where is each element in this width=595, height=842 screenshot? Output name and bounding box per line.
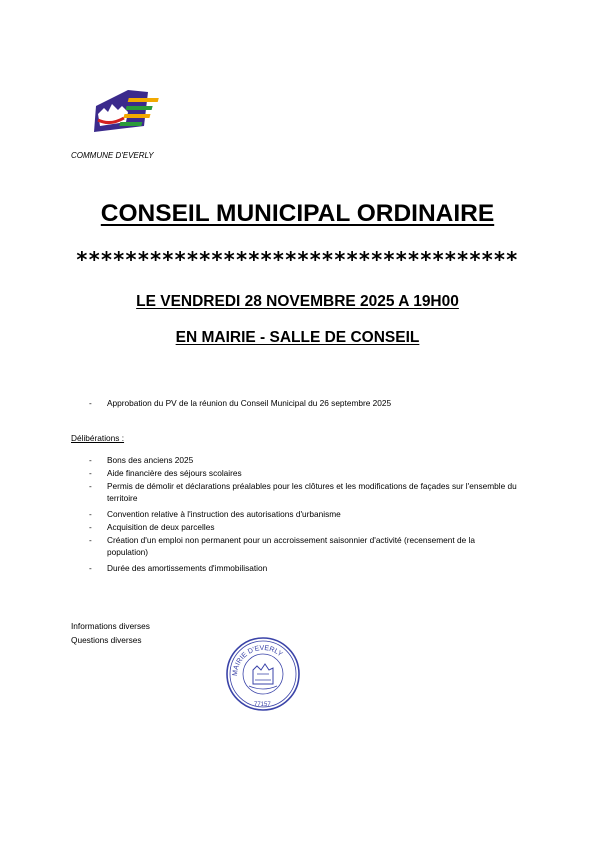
deliberation-item: [89, 508, 467, 520]
bullet-dash: -: [89, 509, 92, 519]
deliberation-item: [89, 454, 467, 466]
deliberation-item: [89, 562, 467, 574]
deliberation-text: Aide financière des séjours scolaires: [107, 468, 242, 478]
deliberation-text: Durée des amortissements d'immobilisation: [107, 563, 268, 573]
svg-text:MAIRIE D'EVERLY: [232, 645, 284, 676]
questions-diverses: Questions diverses: [71, 635, 142, 645]
stamp-text-top: MAIRIE D'EVERLY: [231, 644, 284, 677]
deliberation-text: Création d'un emploi non permanent pour un accroissement saisonnier d'activité (recensement de la population): [107, 535, 475, 557]
deliberation-item: [89, 467, 467, 479]
agenda-approval-item: [89, 397, 467, 409]
informations-diverses: Informations diverses: [71, 621, 150, 631]
bullet-dash: -: [89, 535, 92, 545]
bullet-dash: -: [89, 481, 92, 491]
deliberation-item: [89, 534, 507, 558]
commune-name: COMMUNE D'EVERLY: [71, 151, 154, 160]
meeting-date-time: LE VENDREDI 28 NOVEMBRE 2025 A 19H00: [136, 293, 459, 310]
deliberation-text: Permis de démolir et déclarations préalables pour les clôtures et les modifications de façades sur l'ensemble du territoire: [107, 481, 517, 503]
bullet-dash: -: [89, 455, 92, 465]
mairie-stamp: [225, 636, 301, 712]
deliberation-item: [89, 521, 467, 533]
deliberation-text: Convention relative à l'instruction des autorisations d'urbanisme: [107, 509, 341, 519]
title-separator: ************************************: [76, 248, 519, 272]
agenda-approval-text: Approbation du PV de la réunion du Conseil Municipal du 26 septembre 2025: [107, 398, 392, 408]
deliberations-heading: Délibérations :: [71, 433, 125, 443]
document-title: CONSEIL MUNICIPAL ORDINAIRE: [100, 200, 495, 227]
deliberation-text: Acquisition de deux parcelles: [107, 522, 215, 532]
meeting-location: EN MAIRIE - SALLE DE CONSEIL: [175, 329, 420, 346]
bullet-dash: -: [89, 522, 92, 532]
deliberation-item: [89, 480, 527, 504]
commune-logo: [88, 86, 168, 140]
deliberation-text: Bons des anciens 2025: [107, 455, 194, 465]
stamp-text-bottom: 77157: [254, 702, 271, 708]
bullet-dash: -: [89, 563, 92, 573]
bullet-dash: -: [89, 398, 92, 408]
bullet-dash: -: [89, 468, 92, 478]
